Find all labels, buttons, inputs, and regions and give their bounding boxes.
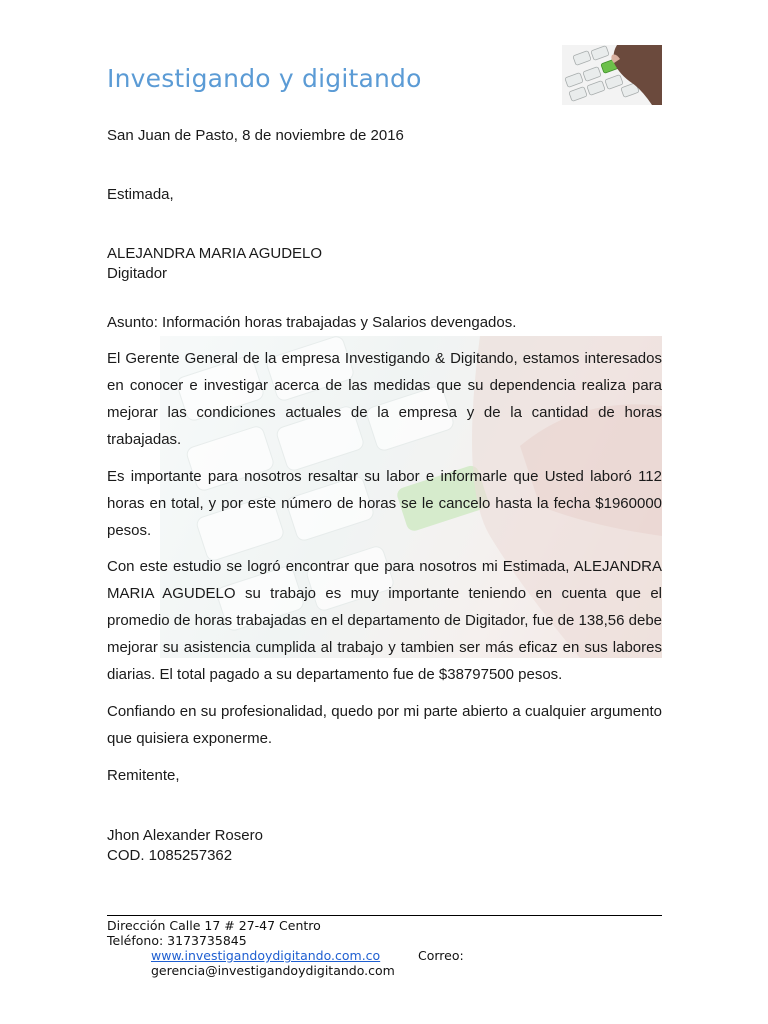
subject-line: Asunto: Información horas trabajadas y Salarios devengados. [107, 314, 517, 331]
paragraph-closing: Confiando en su profesionalidad, quedo por mi parte abierto a cualquier argumento que quisiera exponerme. [107, 703, 662, 747]
paragraph-hours: Es importante para nosotros resaltar su labor e informarle que Usted laboró 112 horas en total, y por este número de horas se le cancelo hasta la fecha $1960000 pesos. [107, 468, 662, 539]
paragraph-intro: El Gerente General de la empresa Investigando & Digitando, estamos interesados en conocer e investigar acerca de las medidas que su dependencia realiza para mejorar las condiciones actuales de la empresa y de la cantidad de horas trabajadas. [107, 350, 662, 448]
footer-phone: Teléfono: 3173735845 [107, 933, 247, 948]
company-title: Investigando y digitando [107, 64, 422, 93]
recipient-name: ALEJANDRA MARIA AGUDELO [107, 245, 323, 262]
place-date: San Juan de Pasto, 8 de noviembre de 2016 [107, 127, 404, 144]
keyboard-hand-icon [562, 45, 662, 105]
sender-name: Jhon Alexander Rosero [107, 827, 263, 844]
footer-email: gerencia@investigandoydigitando.com [151, 963, 395, 978]
footer-divider [107, 915, 662, 916]
recipient-role: Digitador [107, 265, 168, 282]
sender-code: COD. 1085257362 [107, 847, 233, 864]
footer-address: Dirección Calle 17 # 27-47 Centro [107, 918, 321, 933]
footer-website-line [151, 948, 380, 963]
salutation: Estimada, [107, 186, 174, 203]
paragraph-study: Con este estudio se logró encontrar que para nosotros mi Estimada, ALEJANDRA MARIA AGUDELO su trabajo es muy importante teniendo en cuenta que el promedio de horas trabajadas en el departamento de Digitador, fue de 138,56 debe mejorar su asistencia cumplida al trabajo y tambien ser más eficaz en sus labores diarias. El total pagado a su departamento fue de $38797500 pesos. [107, 558, 662, 683]
closing-remitente: Remitente, [107, 767, 180, 784]
website-link[interactable]: www.investigandoydigitando.com.co [151, 948, 381, 963]
footer-email-label: Correo: [418, 948, 464, 963]
